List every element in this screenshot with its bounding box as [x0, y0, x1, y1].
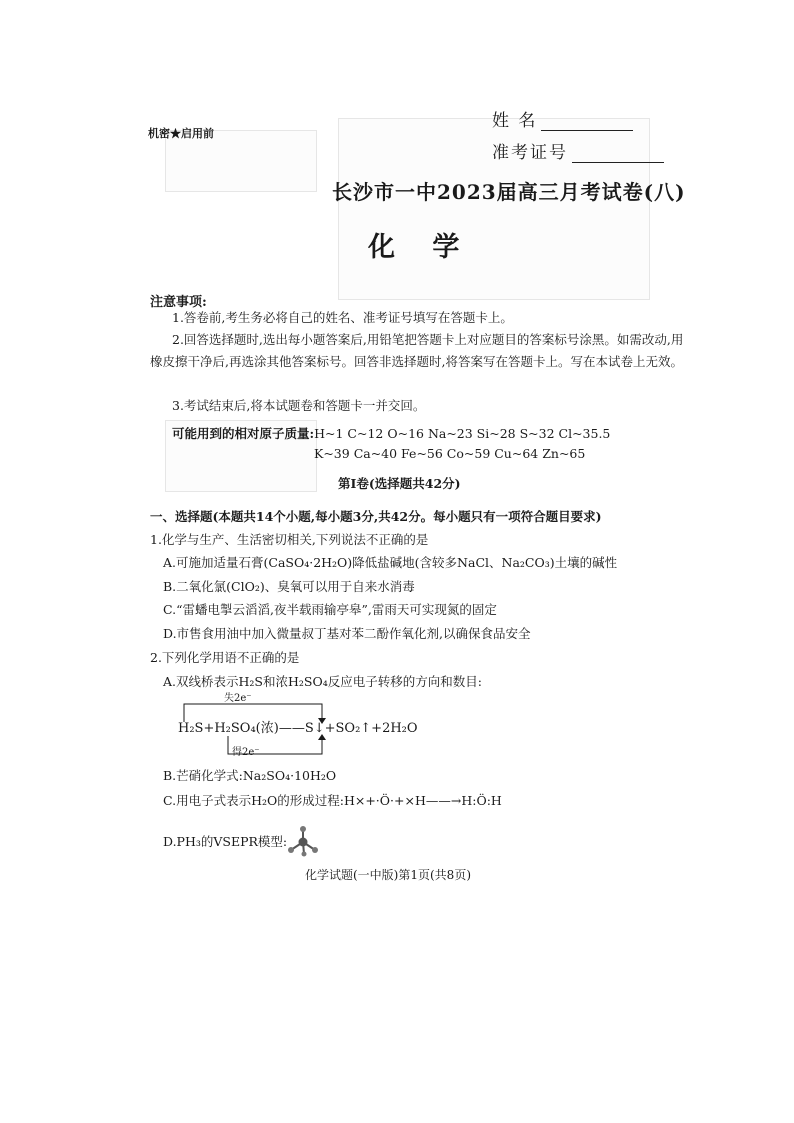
- id-label: 准考证号: [492, 143, 568, 163]
- name-label: 姓 名: [492, 111, 538, 131]
- q1-option-d: D.市售食用油中加入微量叔丁基对苯二酚作氧化剂,以确保食品安全: [163, 626, 531, 641]
- page-footer: 化学试题(一中版)第1页(共8页): [305, 868, 471, 882]
- name-field[interactable]: [492, 106, 633, 131]
- subject-title: 化 学: [368, 232, 474, 263]
- part-one-heading: 第Ⅰ卷(选择题共42分): [338, 476, 461, 491]
- exam-title: 长沙市一中2023届高三月考试卷(八): [332, 180, 686, 204]
- tetrahedral-molecule-icon: [287, 826, 319, 858]
- secret-mark: 机密★启用前: [148, 127, 214, 140]
- atomic-masses-line2: K~39 Ca~40 Fe~56 Co~59 Cu~64 Zn~65: [314, 446, 586, 461]
- note-1: 1.答卷前,考生务必将自己的姓名、准考证号填写在答题卡上。: [172, 310, 513, 325]
- note-3: 3.考试结束后,将本试题卷和答题卡一并交回。: [172, 398, 426, 413]
- q1-stem: 1.化学与生产、生活密切相关,下列说法不正确的是: [150, 532, 429, 547]
- q2-option-c: C.用电子式表示H₂O的形成过程:H×+·Ö·+×H——→H:Ö:H: [163, 793, 502, 808]
- gain-electron-label: 得2e⁻: [232, 747, 260, 758]
- redox-equation: H₂S+H₂SO₄(浓)——S↓+SO₂↑+2H₂O: [178, 721, 418, 736]
- q1-option-b: B.二氧化氯(ClO₂)、臭氧可以用于自来水消毒: [163, 579, 415, 594]
- q1-option-c: C.“雷蟠电掣云滔滔,夜半载雨输亭皋”,雷雨天可实现氮的固定: [163, 602, 497, 617]
- notes-title: 注意事项:: [150, 295, 207, 310]
- name-input-line[interactable]: [541, 114, 633, 131]
- atomic-masses-values1: H~1 C~12 O~16 Na~23 Si~28 S~32 Cl~35.5: [314, 426, 611, 441]
- q1-option-a: A.可施加适量石膏(CaSO₄·2H₂O)降低盐碱地(含较多NaCl、Na₂CO₃)土壤的碱性: [163, 555, 618, 570]
- q2-option-b: B.芒硝化学式:Na₂SO₄·10H₂O: [163, 768, 337, 783]
- atomic-masses-label: 可能用到的相对原子质量:: [172, 426, 315, 441]
- lose-electron-label: 失2e⁻: [224, 693, 252, 704]
- q2-option-d: D.PH₃的VSEPR模型:: [163, 834, 288, 849]
- q2-stem: 2.下列化学用语不正确的是: [150, 650, 300, 665]
- atomic-masses-line1: [172, 424, 610, 442]
- q2-option-a: A.双线桥表示H₂S和浓H₂SO₄反应电子转移的方向和数目:: [163, 674, 482, 689]
- section-one-heading: 一、选择题(本题共14个小题,每小题3分,共42分。每小题只有一项符合题目要求): [150, 509, 602, 524]
- id-input-line[interactable]: [572, 146, 664, 163]
- id-field[interactable]: [492, 138, 664, 163]
- note-2: 2.回答选择题时,选出每小题答案后,用铅笔把答题卡上对应题目的答案标号涂黑。如需改动,用橡皮擦干净后,再选涂其他答案标号。回答非选择题时,将答案写在答题卡上。写在本试卷上无效。: [150, 332, 684, 369]
